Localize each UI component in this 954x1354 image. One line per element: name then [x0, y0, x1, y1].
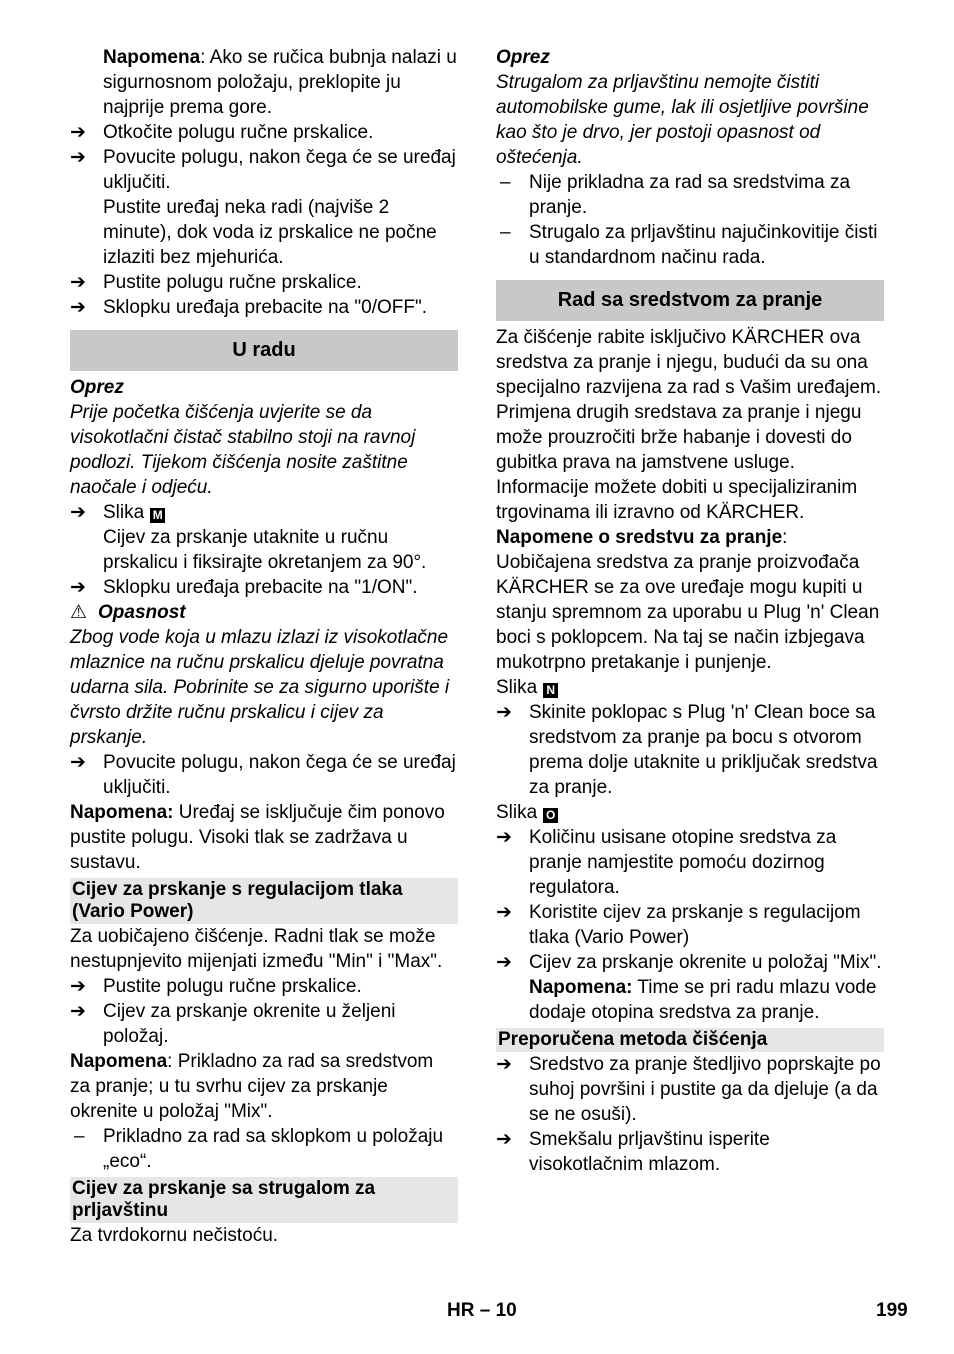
dash-icon: – [500, 172, 511, 193]
caution-text: Strugalom za prljavštinu nemojte čistiti automobilske gume, lak ili osjetljive površine kao što je drvo, jer postoji opasnost od oštećenja. [496, 72, 869, 168]
section-heading-sredstvo: Rad sa sredstvom za pranje [496, 280, 884, 321]
arrow-icon: ➔ [496, 1129, 512, 1150]
danger-heading: ⚠ Opasnost [70, 602, 186, 623]
list-item: ➔ Sklopku uređaja prebacite na "1/ON". [70, 577, 418, 598]
list-item: ➔ Pustite polugu ručne prskalice. [70, 976, 362, 997]
figure-m-icon: M [150, 508, 165, 523]
arrow-icon: ➔ [496, 902, 512, 923]
arrow-icon: ➔ [70, 147, 86, 168]
sredstvo-text: Za čišćenje rabite isključivo KÄRCHER ova sredstva za pranje i njegu, budući da su ona specijalno razvijena za rad s Vašim uređajem. Primjena drugih sredstava za pranje i njegu može prouzročiti brže habanje i dovesti do gubitka prava na jamstvene usluge. Informacije možete dobiti u specijaliziranim trgovinama ili izravno od KÄRCHER. [496, 327, 882, 523]
strugalo-text: Za tvrdokornu nečistoću. [70, 1225, 279, 1246]
list-item: – Strugalo za prljavštinu najučinkovitije čisti u standardnom načinu rada. [496, 220, 884, 270]
list-item: ➔ Pustite polugu ručne prskalice. [70, 272, 362, 293]
list-item: ➔ Slika M [70, 500, 458, 525]
arrow-icon: ➔ [70, 577, 86, 598]
intro-note: Napomena: Ako se ručica bubnja nalazi u sigurnosnom položaju, preklopite ju najprije prema gore. [103, 47, 457, 118]
subsection-heading-strugalo: Cijev za prskanje sa strugalom za prljavštinu [70, 1177, 458, 1223]
subsection-heading-vario: Cijev za prskanje s regulacijom tlaka (Vario Power) [70, 878, 458, 924]
subsection-heading-metoda: Preporučena metoda čišćenja [496, 1028, 884, 1052]
arrow-icon: ➔ [496, 1054, 512, 1075]
vario-text: Za uobičajeno čišćenje. Radni tlak se može nestupnjevito mijenjati između "Min" i "Max". [70, 926, 443, 972]
list-item: ➔ Skinite poklopac s Plug 'n' Clean boce sa sredstvom za pranje pa bocu s otvorom prema dolje utaknite u priključak sredstva za pranje. [496, 702, 878, 798]
arrow-icon: ➔ [70, 1001, 86, 1022]
section-heading-u-radu: U radu [70, 330, 458, 371]
warning-icon: ⚠ [70, 602, 88, 623]
note-mix-solution: Napomena: Time se pri radu mlazu vode dodaje otopina sredstva za pranje. [529, 977, 877, 1023]
arrow-icon: ➔ [70, 297, 86, 318]
arrow-icon: ➔ [496, 952, 512, 973]
caution-text: Prije početka čišćenja uvjerite se da visokotlačni čistač stabilno stoji na ravnoj podlozi. Tijekom čišćenja nosite zaštitne naočale i odjeću. [70, 402, 416, 498]
note-mix: Napomena: Prikladno za rad sa sredstvom za pranje; u tu svrhu cijev za prskanje okrenite u položaj "Mix". [70, 1051, 434, 1122]
list-item: – Prikladno za rad sa sklopkom u položaju „eco“. [70, 1124, 458, 1174]
list-item: ➔ Količinu usisane otopine sredstva za pranje namjestite pomoću dozirnog regulatora. [496, 827, 837, 898]
section-code: HR – 10 [447, 1300, 517, 1321]
right-column [496, 45, 884, 1177]
list-item: ➔ Cijev za prskanje okrenite u položaj "Mix". [496, 952, 882, 973]
note-sredstvo: Napomene o sredstvu za pranje: Uobičajena sredstva za pranje proizvođača KÄRCHER se za ove uređaje mogu kupiti u stanju spremnom za uporabu u Plug 'n' Clean boci s poklopcem. Na taj se način izbjegava mukotrpno pretakanje i punjenje. [496, 527, 880, 673]
arrow-icon: ➔ [496, 702, 512, 723]
arrow-icon: ➔ [496, 827, 512, 848]
arrow-icon: ➔ [70, 502, 86, 523]
list-item: ➔ Koristite cijev za prskanje s regulacijom tlaka (Vario Power) [496, 902, 861, 948]
caution-label: Oprez [70, 377, 124, 398]
figure-n-ref: Slika N [496, 675, 884, 700]
list-item: ➔ Sklopku uređaja prebacite na "0/OFF". [70, 297, 427, 318]
arrow-icon: ➔ [70, 122, 86, 143]
figure-o-ref: Slika O [496, 800, 884, 825]
list-item: ➔ Povucite polugu, nakon čega će se uređaj uključiti. [70, 752, 456, 798]
arrow-icon: ➔ [70, 272, 86, 293]
arrow-icon: ➔ [70, 976, 86, 997]
danger-text: Zbog vode koja u mlazu izlazi iz visokotlačne mlaznice na ručnu prskalicu djeluje povratna udarna sila. Pobrinite se za sigurno uporište i čvrsto držite ručnu prskalicu i cijev za prskanje. [70, 627, 450, 748]
list-item: ➔ Otkočite polugu ručne prskalice. [70, 122, 374, 143]
list-item: ➔ Povucite polugu, nakon čega će se uređaj uključiti. [70, 147, 456, 193]
figure-n-icon: N [543, 683, 558, 698]
figure-o-icon: O [543, 808, 558, 823]
step-continuation: Cijev za prskanje utaknite u ručnu prskalicu i fiksirajte okretanjem za 90°. [103, 527, 427, 573]
dash-icon: – [74, 1126, 85, 1147]
left-column [70, 45, 458, 1248]
dash-icon: – [500, 222, 511, 243]
page-number: 199 [876, 1300, 908, 1321]
list-item: ➔ Sredstvo za pranje štedljivo poprskajte po suhoj površini i pustite ga da djeluje (a da se ne osuši). [496, 1054, 881, 1125]
list-item: – Nije prikladna za rad sa sredstvima za pranje. [496, 170, 884, 220]
list-item: ➔ Cijev za prskanje okrenite u željeni položaj. [70, 1001, 396, 1047]
list-item: ➔ Smekšalu prljavštinu isperite visokotlačnim mlazom. [496, 1129, 770, 1175]
step-continuation: Pustite uređaj neka radi (najviše 2 minute), dok voda iz prskalice ne počne izlaziti bez mjehurića. [103, 197, 437, 268]
caution-label: Oprez [496, 47, 550, 68]
note-release: Napomena: Uređaj se isključuje čim ponovo pustite polugu. Visoki tlak se zadržava u sustavu. [70, 802, 445, 873]
arrow-icon: ➔ [70, 752, 86, 773]
